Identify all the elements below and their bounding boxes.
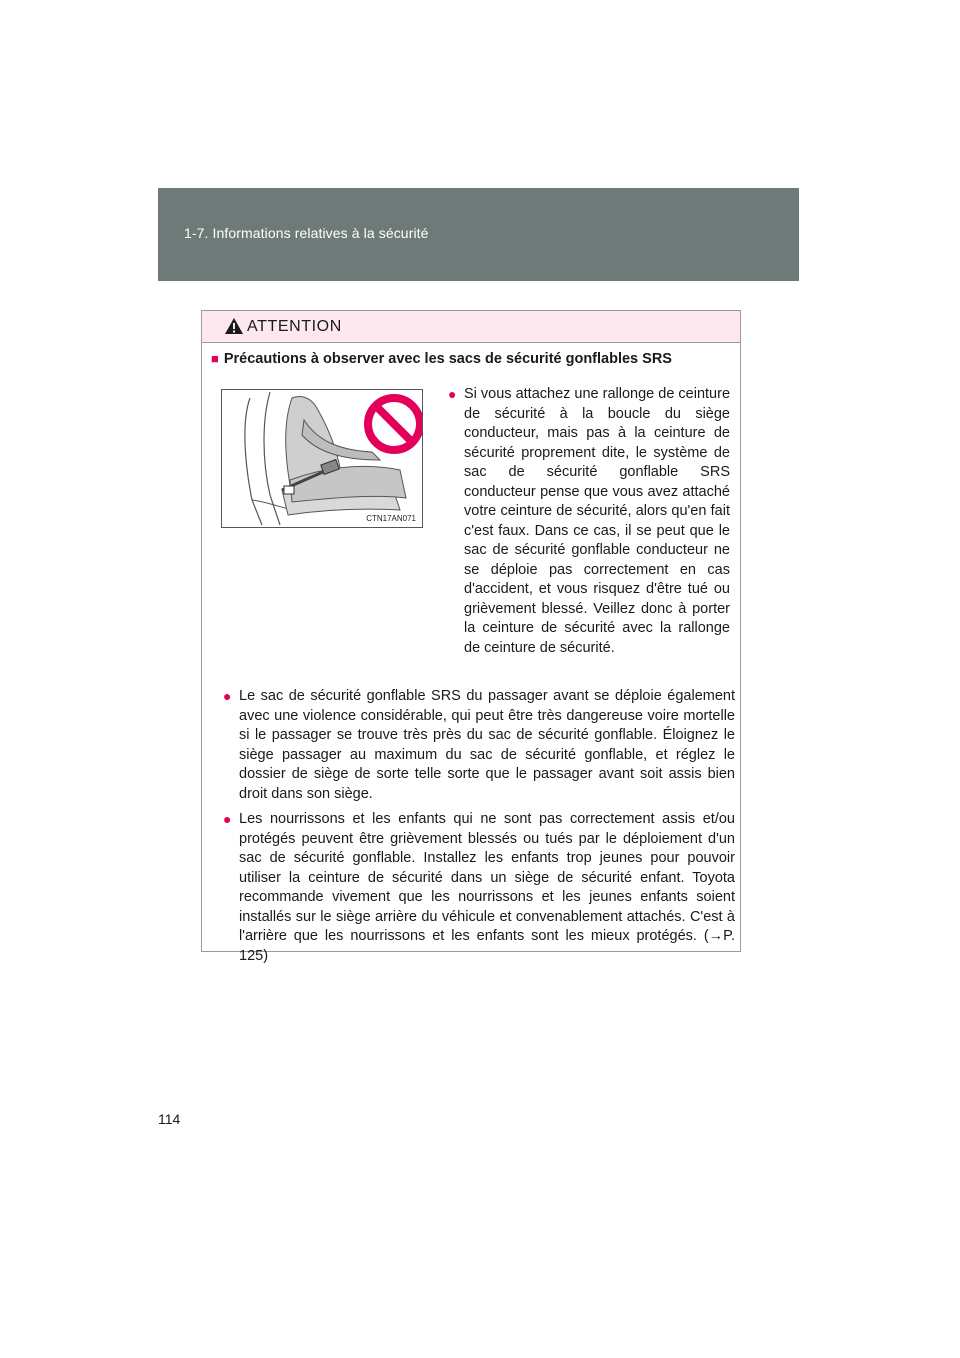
page-number: 114 <box>158 1111 181 1127</box>
bullet-item <box>223 687 735 804</box>
section-heading-text: Précautions à observer avec les sacs de sécurité gonflables SRS <box>223 351 672 367</box>
seated-person-drawing <box>222 390 422 527</box>
bullet-text: Si vous attachez une rallonge de ceinture de sécurité à la boucle du siège conducteur, mais pas à la ceinture de sécurité proprement dite, le système de sac de sécurité gonflable SRS conducteur pense que vous avez attaché votre ceinture de sécurité, alors qu'en fait c'est faux. Dans ce cas, il se peut que le sac de sécurité gonflable conducteur ne se déploie pas correctement en cas d'accident, et vous risquez d'être tué ou grièvement blessé. Veillez donc à porter la ceinture de sécurité avec la rallonge de ceinture de sécurité. <box>464 386 731 656</box>
chapter-title: 1-7. Informations relatives à la sécurité <box>184 225 429 241</box>
illustration-code: CTN17AN071 <box>366 514 416 523</box>
bullet-item <box>448 385 731 658</box>
attention-label: ATTENTION <box>247 318 342 335</box>
bullet-text: Les nourrissons et les enfants qui ne sont pas correctement assis et/ou protégés peuvent être grièvement blessés ou tués par le déploiement d'un sac de sécurité gonflable. Installez les enfants trop jeunes pour pouvoir utiliser la ceinture de sécurité dans un siège de sécurité enfant. Toyota recommande vivement que les nourrissons et les jeunes enfants soient installés sur le siège arrière du véhicule et convenablement attachés. C'est à l'arrière que les nourrissons et les enfants sont les mieux protégés. (→P. 125) <box>239 811 735 964</box>
prohibited-sign-icon <box>368 398 420 450</box>
square-bullet-icon: ■ <box>211 351 219 366</box>
bullet-item <box>223 810 735 966</box>
seatbelt-illustration <box>221 389 423 528</box>
bullet-dot-icon: ● <box>223 688 232 704</box>
bullet-dot-icon: ● <box>223 811 232 827</box>
bullet-dot-icon: ● <box>448 386 457 402</box>
chapter-header <box>158 188 799 281</box>
attention-box <box>201 310 741 964</box>
section-heading <box>211 351 672 367</box>
bullet-text: Le sac de sécurité gonflable SRS du passager avant se déploie également avec une violence considérable, qui peut être très dangereuse voire mortelle si le passager se trouve très près du sac de sécurité gonflable. Éloignez le siège passager au maximum du sac de sécurité gonflable, et réglez le dossier de siège de sorte telle sorte que le passager avant soit assis bien droit dans son siège. <box>239 688 735 802</box>
attention-banner <box>202 311 740 343</box>
warning-triangle-icon <box>224 317 244 335</box>
